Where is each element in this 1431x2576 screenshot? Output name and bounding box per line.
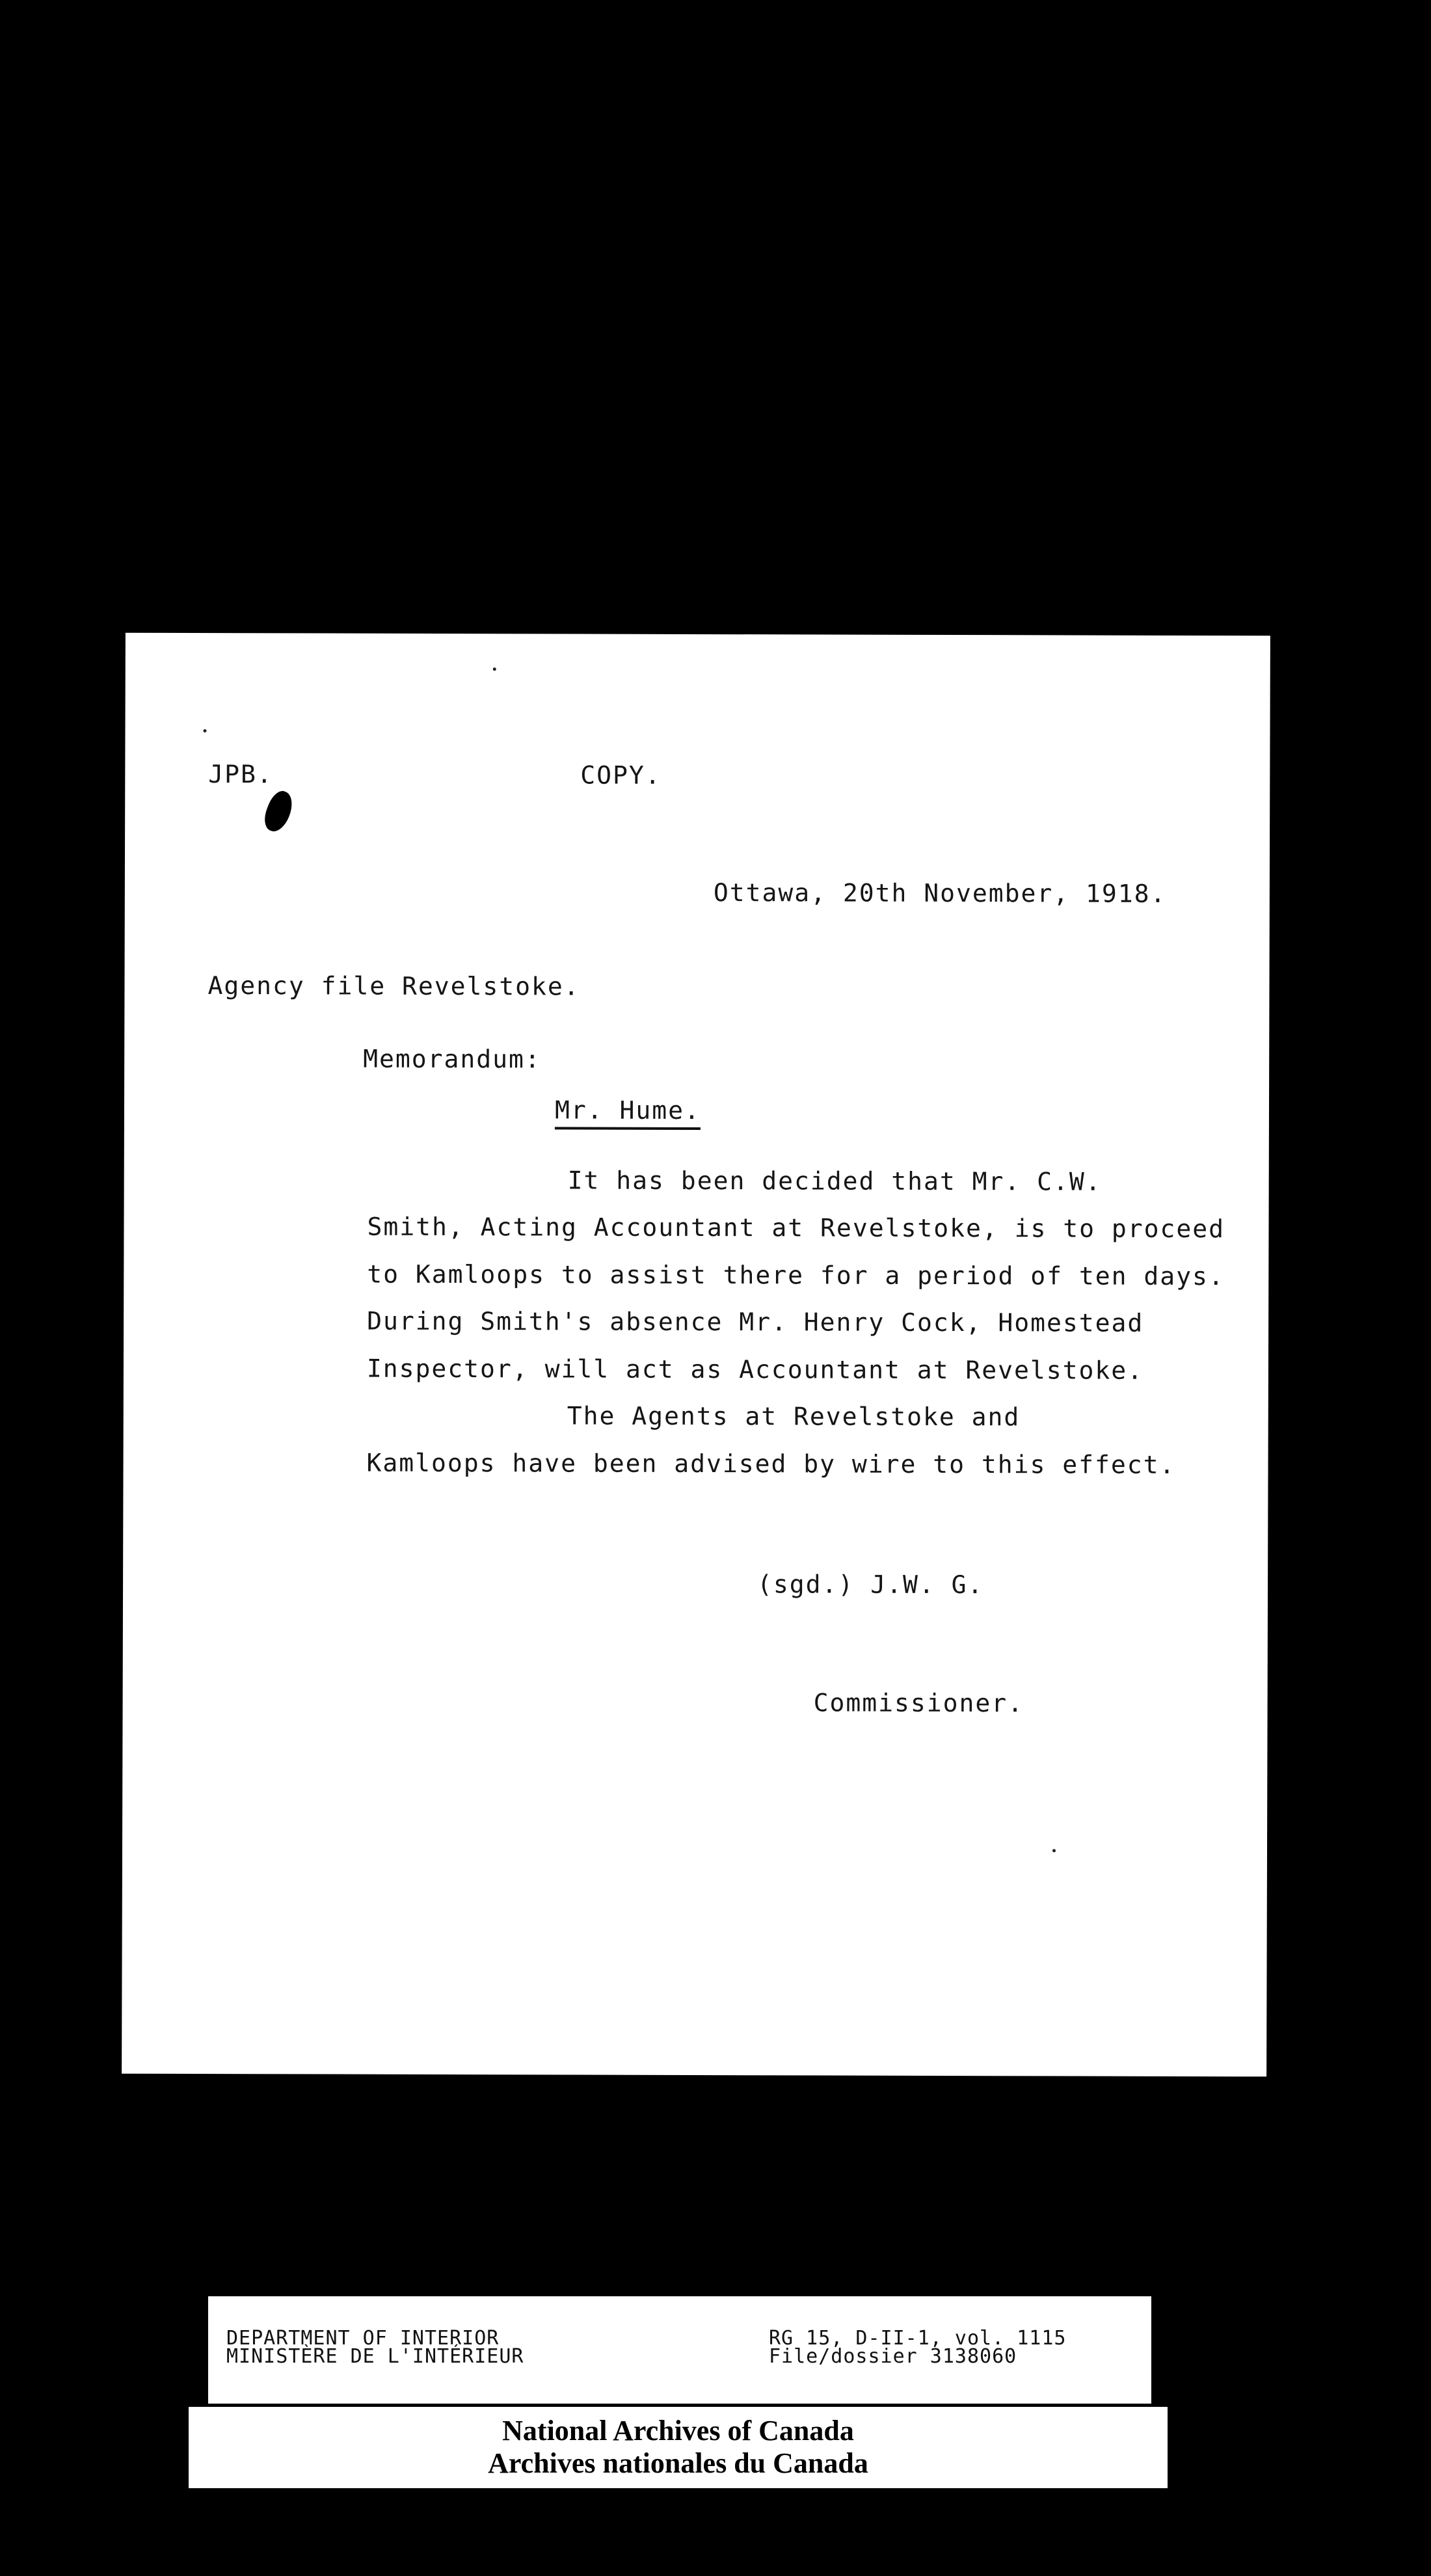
dateline: Ottawa, 20th November, 1918. bbox=[713, 878, 1167, 908]
ink-blot bbox=[260, 788, 297, 835]
department-french: MINISTÈRE DE L'INTÉRIEUR bbox=[226, 2345, 524, 2368]
addressee: Mr. Hume. bbox=[555, 1095, 701, 1130]
department-english: DEPARTMENT OF INTERIOR bbox=[226, 2327, 500, 2350]
file-reference: Agency file Revelstoke. bbox=[207, 971, 580, 1001]
archive-reference-label bbox=[208, 2296, 1151, 2404]
scan-speck bbox=[1052, 1849, 1056, 1852]
letter-page bbox=[122, 633, 1270, 2077]
archives-name-english: National Archives of Canada bbox=[502, 2415, 854, 2447]
scan-speck bbox=[493, 667, 496, 671]
body-line: The Agents at Revelstoke and bbox=[567, 1401, 1021, 1432]
copy-mark: COPY. bbox=[580, 760, 662, 790]
body-line: It has been decided that Mr. C.W. bbox=[567, 1166, 1102, 1196]
body-line: Smith, Acting Accountant at Revelstoke, is to proceed bbox=[367, 1212, 1225, 1244]
body-line: Inspector, will act as Accountant at Revelstoke. bbox=[366, 1354, 1144, 1385]
body-line: to Kamloops to assist there for a period of ten days. bbox=[367, 1259, 1225, 1291]
record-group-reference: RG 15, D-II-1, vol. 1115 bbox=[769, 2327, 1067, 2350]
memo-heading: Memorandum: bbox=[363, 1044, 541, 1074]
signatory-title: Commissioner. bbox=[813, 1688, 1024, 1718]
body-line: During Smith's absence Mr. Henry Cock, Homestead bbox=[367, 1306, 1144, 1337]
signature: (sgd.) J.W. G. bbox=[757, 1570, 984, 1600]
archives-name-french: Archives nationales du Canada bbox=[488, 2447, 868, 2479]
body-line: Kamloops have been advised by wire to this effect. bbox=[366, 1448, 1176, 1479]
scan-speck bbox=[204, 729, 207, 732]
archives-footer bbox=[189, 2407, 1168, 2488]
file-number: File/dossier 3138060 bbox=[769, 2345, 1017, 2368]
initials: JPB. bbox=[208, 760, 273, 789]
